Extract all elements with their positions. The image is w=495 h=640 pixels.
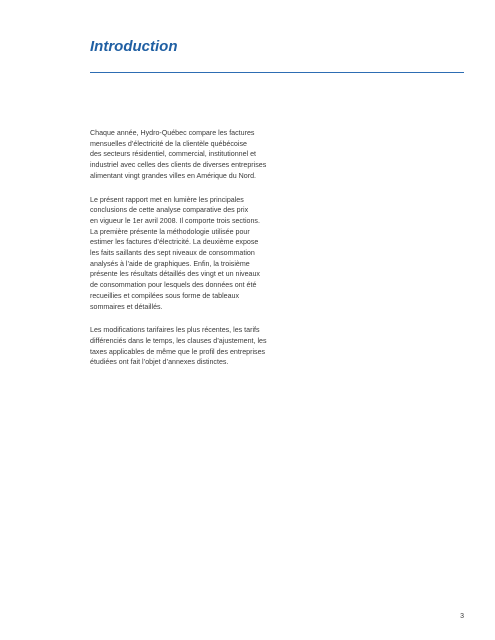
page-title: Introduction	[90, 38, 178, 55]
text-line: des secteurs résidentiel, commercial, institutionnel et	[90, 150, 256, 159]
text-line: alimentant vingt grandes villes en Amérique du Nord.	[90, 171, 257, 180]
title-divider	[90, 72, 464, 73]
text-line: de consommation pour lesquels des données ont été	[90, 281, 257, 290]
text-line: recueillies et compilées sous forme de tableaux	[90, 291, 240, 300]
text-line: en vigueur le 1er avril 2008. Il comporte trois sections.	[90, 216, 260, 225]
page-number: 3	[460, 613, 464, 620]
paragraph-2	[90, 195, 268, 313]
body-text	[90, 128, 268, 381]
paragraph-1	[90, 128, 268, 182]
text-line: industriel avec celles des clients de diverses entreprises	[90, 161, 267, 170]
text-line: estimer les factures d’électricité. La deuxième expose	[90, 238, 259, 247]
text-line: sommaires et détaillés.	[90, 302, 163, 311]
text-line: taxes applicables de même que le profil des entreprises	[90, 347, 266, 356]
text-line: Chaque année, Hydro-Québec compare les factures	[90, 129, 255, 137]
text-line: présente les résultats détaillés des vingt et un niveaux	[90, 270, 260, 279]
text-line: conclusions de cette analyse comparative des prix	[90, 206, 249, 215]
text-line: étudiées ont fait l’objet d’annexes distinctes.	[90, 358, 229, 367]
text-line: La première présente la méthodologie utilisée pour	[90, 227, 250, 236]
text-line: mensuelles d’électricité de la clientèle québécoise	[90, 139, 247, 148]
text-line: Le présent rapport met en lumière les principales	[90, 195, 244, 204]
paragraph-3	[90, 325, 268, 368]
text-line: Les modifications tarifaires les plus récentes, les tarifs	[90, 326, 260, 335]
text-line: différenciés dans le temps, les clauses d’ajustement, les	[90, 336, 267, 345]
text-line: analysés à l’aide de graphiques. Enfin, la troisième	[90, 259, 250, 268]
text-line: les faits saillants des sept niveaux de consommation	[90, 249, 255, 258]
